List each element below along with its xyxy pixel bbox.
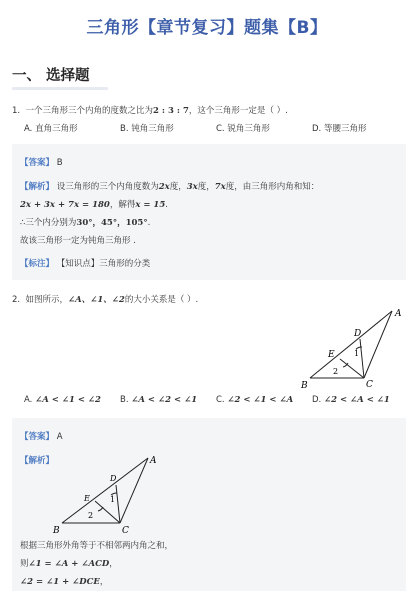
vertex-label-d: D [354,329,362,339]
option-letter: A. [24,395,33,405]
question-text: 的大小关系是（ ）. [124,295,199,305]
triangle-figure [296,306,408,392]
math-expr: 3x [186,182,198,192]
option-a[interactable]: A. 直角三角形 [24,124,78,134]
vertex-label-d: D [110,474,117,483]
document-title: 三角形【章节复习】题集【B】 [86,18,328,38]
analysis-text: 度，由三角形内角和知： [225,182,320,192]
answer-value: A [56,432,63,442]
analysis-text: 设三角形的三个内角度数为 [56,182,159,192]
analysis-text: . [147,218,151,228]
segment-cd [360,339,364,378]
angles-math: 30°，45°，105° [76,218,148,228]
option-expr: ∠A < ∠2 < ∠1 [131,395,198,405]
option-letter: D. [312,395,322,405]
ratio-math: 2 : 3 : 7 [153,106,189,116]
option-d[interactable]: D. 等腰三角形 [312,124,367,134]
angle-2-arc [98,507,103,511]
vertex-label-a: A [150,456,157,466]
option-c[interactable] [216,395,312,405]
analysis-text: ， [99,577,109,587]
option-expr: ∠2 < ∠A < ∠1 [323,395,390,405]
option-a[interactable] [24,395,120,405]
segment-cd [116,485,120,523]
analysis-text: ，解得 [109,200,136,210]
math-expr: 2x [158,182,170,192]
angle-label-1: 1 [110,495,116,504]
question-1-stem [12,104,288,116]
note-value: 【知识点】三角形的分类 [56,259,151,269]
analysis-line-3 [20,557,118,569]
option-b[interactable]: B. 钝角三角形 [120,124,174,134]
option-d[interactable] [312,395,408,405]
answer-box-2 [12,418,406,591]
question-text: 如图所示， [25,295,69,305]
side-ba [62,458,148,523]
segment-ce [95,501,120,523]
vertex-label-e: E [84,494,90,503]
answer-tag: 【答案】 [20,432,55,442]
vertex-label-e: E [328,350,335,360]
note-line [20,257,150,269]
analysis-text: ∴三个内分别为 [20,218,77,228]
section-underline [12,87,108,90]
analysis-text: 度， [197,182,215,192]
question-number: 1. [12,106,21,116]
answer-line [20,430,63,442]
answer-box-1 [12,144,406,280]
solution-math: x = 15 [135,200,166,210]
question-text: 一个三角形三个内角的度数之比为 [25,106,154,116]
math-expr: 7x [214,182,226,192]
analysis-text: 度， [169,182,187,192]
angles-math: ∠A、∠1、∠2 [68,295,125,305]
equation-math: 2x + 3x + 7x = 180 [20,200,110,210]
analysis-line-4 [20,575,108,587]
angle-label-1: 1 [354,349,360,358]
analysis-line-4: 故该三角形一定为钝角三角形 . [20,236,136,246]
analysis-line-3 [20,216,150,228]
vertex-label-a: A [395,309,402,319]
question-2-options [24,395,408,405]
analysis-line-1 [20,180,319,192]
question-number: 2. [12,295,21,305]
vertex-label-c: C [122,526,129,536]
vertex-label-c: C [366,380,373,390]
analysis-line-2: 根据三角形外角等于不相邻两内角之和， [20,541,174,551]
section-heading: 一、 选择题 [12,68,90,84]
option-letter: C. [216,395,225,405]
analysis-text: . [165,200,168,210]
option-letter: B. [120,395,129,405]
triangle-figure-answer [50,454,164,536]
option-c[interactable]: C. 锐角三角形 [216,124,270,134]
question-2-stem [12,293,198,305]
analysis-tag: 【解析】 [20,182,55,192]
question-1-options [24,122,408,134]
answer-line [20,156,63,168]
angle-label-2: 2 [88,511,94,520]
analysis-text: 则 [20,559,29,569]
segment-ce [340,359,364,378]
vertex-label-b: B [301,381,308,391]
analysis-line-1 [20,454,54,466]
option-b[interactable] [120,395,216,405]
note-tag: 【标注】 [20,259,55,269]
equation-math: ∠1 = ∠A + ∠ACD [28,559,110,569]
option-expr: ∠2 < ∠1 < ∠A [227,395,294,405]
question-text: ，这个三角形一定是（ ）. [188,106,288,116]
answer-value: B [56,158,63,168]
angle-label-2: 2 [333,367,339,376]
analysis-line-2 [20,198,168,210]
option-expr: ∠A < ∠1 < ∠2 [35,395,101,405]
analysis-tag: 【解析】 [20,456,55,466]
equation-math: ∠2 = ∠1 + ∠DCE [20,577,100,587]
analysis-text: ， [109,559,118,569]
side-ca [120,458,148,523]
answer-tag: 【答案】 [20,158,55,168]
side-ca [364,311,392,378]
vertex-label-b: B [53,526,60,536]
